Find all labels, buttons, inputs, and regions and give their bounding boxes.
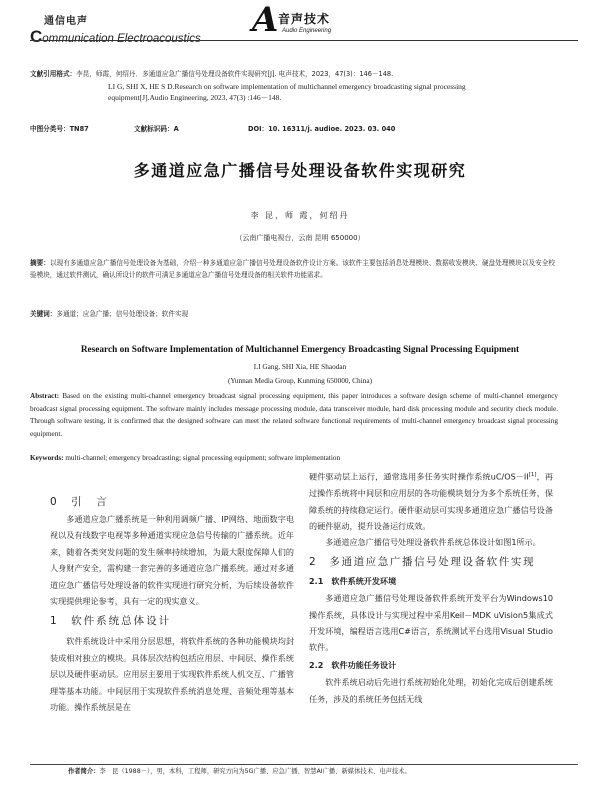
keywords-cn-text: 多通道；应急广播；信号处理设备；软件实现 <box>56 310 189 318</box>
body-column-left <box>50 493 294 715</box>
journal-name-cn: 通信电声 <box>44 16 88 27</box>
keywords-en <box>30 454 578 462</box>
citation-en-line2: equipment[J].Audio Engineering, 2023, 47(3) :146－148. <box>108 93 282 102</box>
authors-en: LI Gang, SHI Xia, HE Shaodan <box>253 362 347 371</box>
clc-field <box>30 123 89 133</box>
abstract-en-text: Based on the existing multi-channel emergency broadcast signal processing equipment, this paper introduces a software design scheme of multi-channel emergency broadcast signal processing equipment. The software mainly includes message processing module, data transceiver module, hard disk processing module and security check module. Through software testing, it is confirmed that the designed software can meet the related software functional requirements of multi-channel emergency broadcast signal processing equipment. <box>30 392 559 438</box>
paper-title-en: Research on Software Implementation of Multichannel Emergency Broadcasting Signal Processing Equipment <box>80 345 520 355</box>
body-column-right <box>309 467 553 707</box>
affiliation-en: (Yunnan Media Group, Kunming 650000, China) <box>227 376 373 385</box>
doc-code-field <box>134 123 179 133</box>
journal-logo <box>252 0 362 44</box>
subsection-2-2-paragraph: 软件系统启动后先进行系统初始化处理，初始化完成后创建系统任务，涉及的系统任务包括无线 <box>309 677 553 704</box>
keywords-en-text: multi-channel; emergency broadcasting; signal processing equipment; software implementation <box>65 454 341 462</box>
header-rule <box>30 40 578 41</box>
clc-value: TN87 <box>69 125 89 133</box>
section-1-text-part2: ，再过操作系统将中间层和应用层的各功能模块划分为多个系统任务，保障系统的持续稳定运行。硬件驱动层可实现多通道应急广播信号设备的硬件驱动，提升设备运行成效。 <box>309 471 553 531</box>
keywords-cn-label: 关键词： <box>30 310 57 318</box>
journal-name-en-initial: C <box>30 27 43 46</box>
logo-cn: 音声技术 <box>278 12 331 26</box>
intro-paragraph: 多通道应急广播系统是一种利用调频广播、IP网络、地面数字电视以及有线数字电视等多种通道实现应急信号传输的广播系统。近年来，随着各类突发问题的发生频率持续增加，为最大限度保障人们的人身财产安全，需构建一套完善的多通道应急广播系统。通过对多通道应急广播信号处理设备的软件实现进行研究分析，为后续设备软件实现提供理论参考，具有一定的现实意义。 <box>50 514 294 607</box>
abstract-cn-label: 摘要： <box>30 259 50 267</box>
doc-code-label: 文献标识码： <box>134 125 174 133</box>
journal-name-en <box>30 27 250 47</box>
doc-code-value: A <box>173 125 179 133</box>
affiliation-cn: （云南广播电视台，云南 昆明 650000） <box>235 234 365 242</box>
journal-header <box>30 12 250 47</box>
subsection-heading-2-2: 2.2 软件功能任务设计 <box>309 659 397 670</box>
citation-block <box>30 69 578 104</box>
section-heading-2: 2 多通道应急广播信号处理设备软件实现 <box>309 555 536 568</box>
clc-label: 中图分类号： <box>30 125 70 133</box>
doi-value: 10. 16311/j. audioe. 2023. 03. 040 <box>268 125 396 133</box>
citation-cn: 李昆，师霞，何绍丹．多通道应急广播信号处理设备软件实现研究[J]. 电声技术，2023，47(3)：146－148. <box>76 70 394 78</box>
abstract-en <box>30 390 558 440</box>
doi-field <box>248 123 395 133</box>
logo-en: Audio Engineering <box>282 28 332 34</box>
doi-label: DOI： <box>248 125 269 133</box>
abstract-cn <box>30 257 555 281</box>
footer-text: 李 昆（1988－），男，本科，工程师，研究方向为5G广播、应急广播、智慧AI广播、新媒体技术、电声技术。 <box>99 768 411 775</box>
subsection-heading-2-1: 2.1 软件系统开发环境 <box>309 575 397 586</box>
keywords-cn <box>30 308 555 318</box>
keywords-en-label: Keywords: <box>30 454 64 462</box>
citation-label: 文献引用格式： <box>30 70 77 78</box>
logo-letter: A <box>252 0 279 40</box>
section-1-paragraph-fig: 多通道应急广播信号处理设备软件系统总体设计如图1所示。 <box>325 537 541 548</box>
citation-en-line1: LI G, SHI X, HE S D.Research on software implementation of multichannel emergency broadcasting signal processing <box>108 81 466 91</box>
paper-title-cn: 多通道应急广播信号处理设备软件实现研究 <box>133 161 467 180</box>
journal-name-en-rest: ommunication Electroacoustics <box>42 33 201 45</box>
abstract-cn-text: 以现有多通道应急广播信号处理设备为基础，介绍一种多通道应急广播信号处理设备软件设计方案。该软件主要包括消息处理模块、数据收发模块、硬盘处理模块以及安全校验模块，通过软件测试，确认所设计的软件可满足多通道应急广播信号处理设备的相关软件功能需求。 <box>30 259 556 279</box>
abstract-en-label: Abstract: <box>30 392 60 400</box>
section-1-paragraph-right <box>309 467 553 534</box>
section-heading-1: 1 软件系统总体设计 <box>50 615 172 628</box>
footer-rule <box>30 764 578 765</box>
author-bio-footer <box>68 766 568 775</box>
reference-marker: [1] <box>528 472 537 478</box>
subsection-2-1-paragraph: 多通道应急广播信号处理设备软件系统开发平台为Windows10操作系统，具体设计与实现过程中采用Keil－MDK uVision5集成式开发环境，编程语言选用C#语言，系统测试平台选用Visual Studio软件。 <box>309 593 553 653</box>
footer-label: 作者简介： <box>68 768 100 775</box>
section-1-paragraph-left: 软件系统设计中采用分层思想，将软件系统的各种功能模块均封装成相对独立的模块。具体层次结构包括应用层、中间层、操作系统层以及硬件驱动层。应用层主要用于实现软件系统人机交互、广播管理等基本功能。中间层用于实现软件系统消息处理、音频处理等基本功能。操作系统层是在 <box>50 636 294 713</box>
section-heading-intro: 0 引 言 <box>50 496 109 508</box>
authors-cn: 李 昆，师 霞，何绍丹 <box>250 211 350 220</box>
section-1-text-part1: 硬件驱动层上运行，通常选用多任务实时操作系统uC/OS－II <box>309 471 529 482</box>
